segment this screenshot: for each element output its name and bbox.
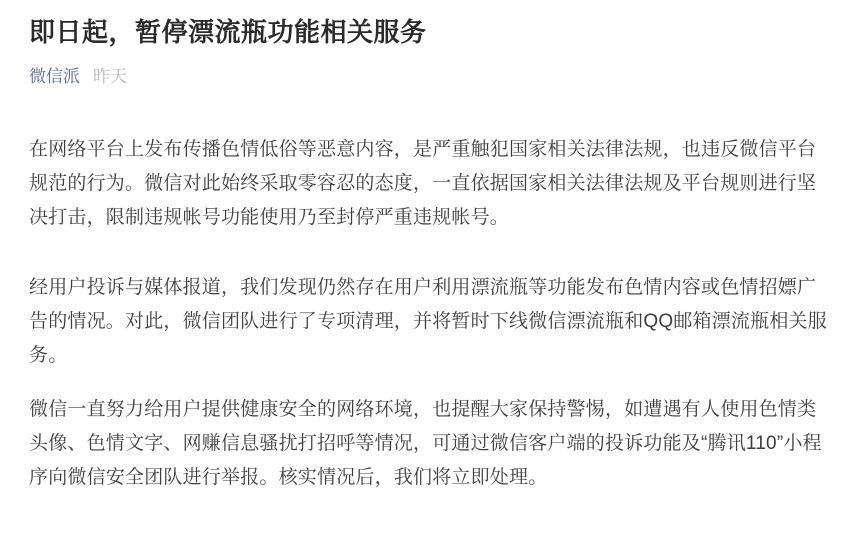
byline — [29, 65, 831, 89]
author-link[interactable]: 微信派 — [29, 67, 80, 86]
page-title: 即日起，暂停漂流瓶功能相关服务 — [29, 17, 427, 47]
article-paragraph: 在网络平台上发布传播色情低俗等恶意内容，是严重触犯国家相关法律法规，也违反微信平台规范的行为。微信对此始终采取零容忍的态度，一直依据国家相关法律法规及平台规则进行坚决打击，限制违规帐号功能使用乃至封停严重违规帐号。 — [29, 139, 817, 228]
publish-date: 昨天 — [93, 67, 127, 86]
article-paragraph: 经用户投诉与媒体报道，我们发现仍然存在用户利用漂流瓶等功能发布色情内容或色情招嫖广告的情况。对此，微信团队进行了专项清理，并将暂时下线微信漂流瓶和QQ邮箱漂流瓶相关服务。 — [29, 277, 827, 366]
article-paragraph: 微信一直努力给用户提供健康安全的网络环境，也提醒大家保持警惕，如遭遇有人使用色情类头像、色情文字、网赚信息骚扰打招呼等情况，可通过微信客户端的投诉功能及“腾讯110”小程序向微信安全团队进行举报。核实情况后，我们将立即处理。 — [29, 399, 822, 488]
